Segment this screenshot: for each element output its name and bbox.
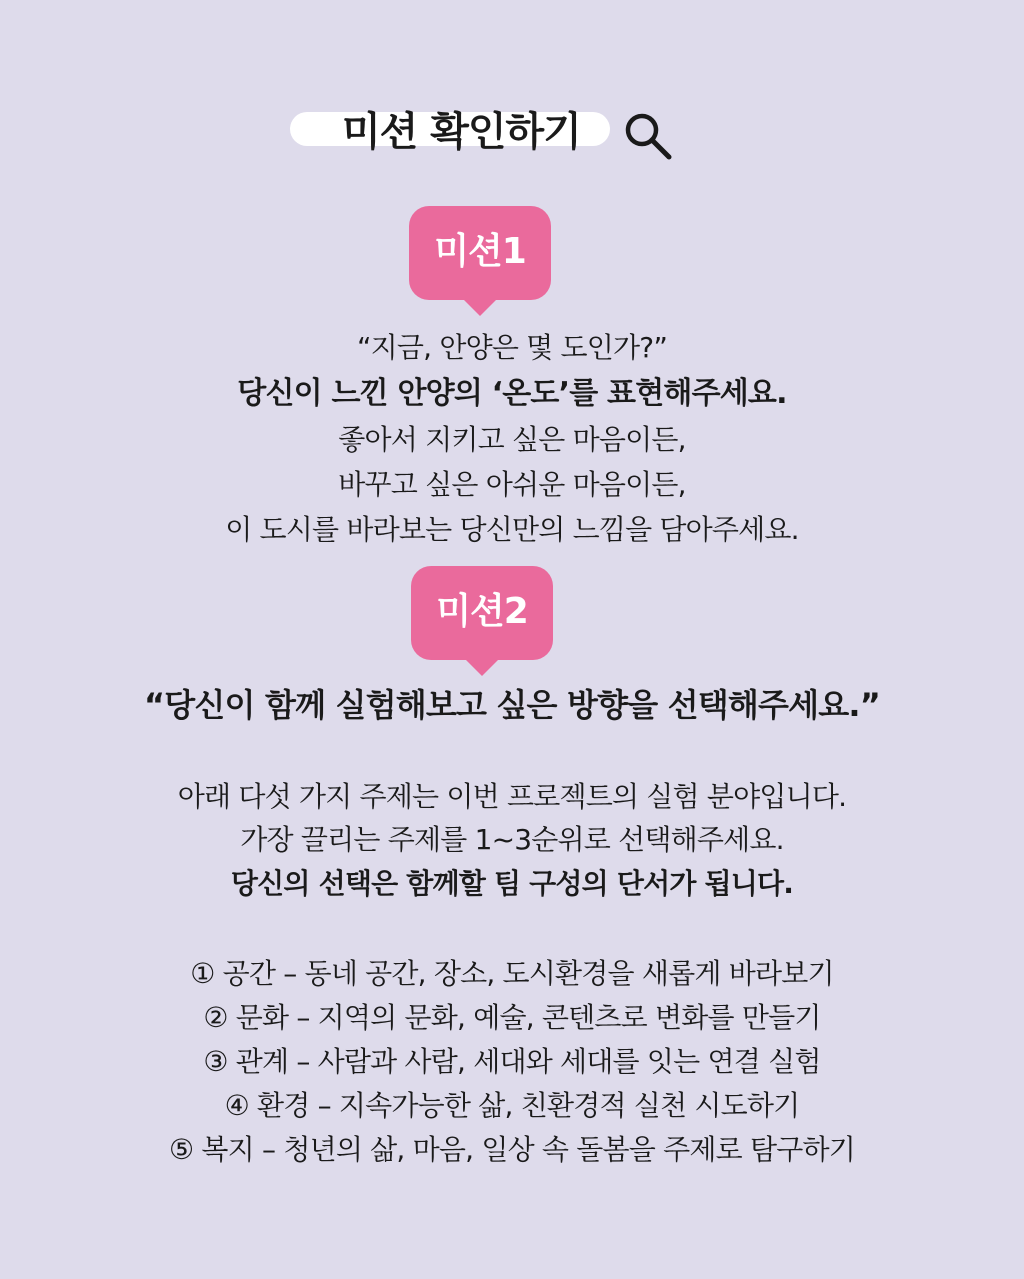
mission1-line: 이 도시를 바라보는 당신만의 느낌을 담아주세요. bbox=[225, 513, 799, 546]
mission1-headline: 당신이 느낀 안양의 ‘온도’를 표현해주세요. bbox=[237, 376, 787, 411]
topic-item: ④ 환경 – 지속가능한 삶, 친환경적 실천 시도하기 bbox=[224, 1089, 800, 1122]
topic-item: ⑤ 복지 – 청년의 삶, 마음, 일상 속 돌봄을 주제로 탐구하기 bbox=[169, 1133, 855, 1166]
topic-item: ③ 관계 – 사람과 사람, 세대와 세대를 잇는 연결 실험 bbox=[203, 1045, 821, 1078]
mission2-intro: 아래 다섯 가지 주제는 이번 프로젝트의 실험 분야입니다. bbox=[177, 780, 847, 813]
mission2-badge: 미션2 bbox=[411, 566, 553, 660]
page-header bbox=[290, 96, 690, 166]
mission2-headline: “당신이 함께 실험해보고 싶은 방향을 선택해주세요.” bbox=[144, 686, 880, 724]
page-title: 미션 확인하기 bbox=[342, 109, 581, 155]
mission1-line: 좋아서 지키고 싶은 마음이든, bbox=[338, 423, 686, 456]
mission1-quote: “지금, 안양은 몇 도인가?” bbox=[356, 331, 668, 364]
mission2-emphasis: 당신의 선택은 함께할 팀 구성의 단서가 됩니다. bbox=[230, 867, 794, 900]
mission1-badge: 미션1 bbox=[409, 206, 551, 300]
search-icon bbox=[620, 106, 676, 162]
mission2-intro: 가장 끌리는 주제를 1~3순위로 선택해주세요. bbox=[240, 823, 784, 856]
topic-item: ② 문화 – 지역의 문화, 예술, 콘텐츠로 변화를 만들기 bbox=[203, 1001, 821, 1034]
mission1-line: 바꾸고 싶은 아쉬운 마음이든, bbox=[338, 468, 686, 501]
topic-item: ① 공간 – 동네 공간, 장소, 도시환경을 새롭게 바라보기 bbox=[190, 957, 834, 990]
